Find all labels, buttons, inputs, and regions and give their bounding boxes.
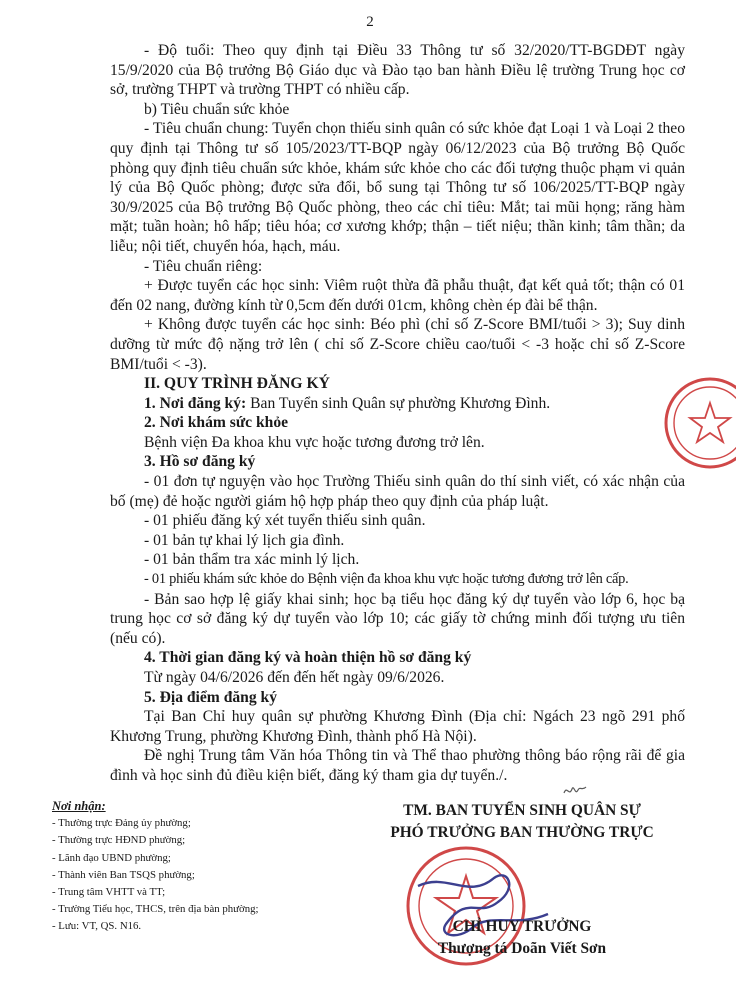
signature-line-1: TM. BAN TUYỂN SINH QUÂN SỰ [403, 802, 641, 819]
recipient-item: - Trung tâm VHTT và TT; [52, 886, 166, 899]
signature-block [352, 800, 692, 957]
paragraph-time: Từ ngày 04/6/2026 đến đến hết ngày 09/6/2026. [144, 669, 445, 686]
recipient-item: - Thành viên Ban TSQS phường; [52, 868, 195, 881]
paragraph-request: Đề nghị Trung tâm Văn hóa Thông tin và Thể thao phường thông báo rộng rãi để gia đình và học sinh đủ điều kiện biết, đăng ký tham gia dự tuyển./. [110, 747, 685, 784]
paragraph-accepted: + Được tuyển các học sinh: Viêm ruột thừa đã phẫu thuật, đạt kết quả tốt; thận có 01 đến 02 nang, đường kính từ 0,5cm đến dưới 01cm, không chèn ép đài bể thận. [110, 277, 685, 314]
recipient-item: - Thường trực HĐND phường; [52, 834, 186, 847]
subheading-health: b) Tiêu chuẩn sức khỏe [144, 100, 290, 118]
paragraph-hospital: Bệnh viện Đa khoa khu vực hoặc tương đương trở lên. [144, 433, 485, 451]
recipient-item: - Trường Tiểu học, THCS, trên địa bàn phường; [52, 903, 259, 916]
heading-location: 5. Địa điểm đăng ký [144, 688, 278, 706]
paragraph-general-health: - Tiêu chuẩn chung: Tuyển chọn thiếu sinh quân có sức khỏe đạt Loại 1 và Loại 2 theo quy định tại Thông tư số 105/2023/TT-BQP ngày 06/12/2023 của Bộ trưởng Bộ Quốc phòng quy định tiêu chuẩn sức khỏe, khám sức khỏe cho các đối tượng thuộc phạm vi quản lý của Bộ Quốc phòng; được sửa đổi, bổ sung tại Thông tư số 106/2025/TT-BQP ngày 30/9/2025 của Bộ trưởng Bộ Quốc phòng, theo các chỉ tiêu: Mắt; tai mũi họng; răng hàm mặt; tuần hoàn; hô hấp; tiêu hóa; cơ xương khớp; thận – tiết niệu; thần kinh; tâm thần; da liễu; nội tiết, chuyển hóa, hạch, máu. [110, 120, 685, 255]
heading-dossier: 3. Hồ sơ đăng ký [144, 453, 256, 471]
dossier-item: - 01 bản tự khai lý lịch gia đình. [144, 531, 345, 549]
paragraph-rejected: + Không được tuyển các học sinh: Béo phì (chỉ số Z-Score BMI/tuổi > 3); Suy dinh dưỡng từ mức độ nặng trở lên ( chỉ số Z-Score chiều cao/tuổi < -3 hoặc chỉ số Z-Score BMI/tuổi < -3). [110, 316, 685, 373]
signer-name: Thượng tá Doãn Viết Sơn [437, 940, 607, 957]
dossier-item: - 01 đơn tự nguyện vào học Trường Thiếu sinh quân do thí sinh viết, có xác nhận của bố (mẹ) đẻ hoặc người giám hộ hợp pháp theo quy định của pháp luật. [110, 473, 685, 510]
place-label: 1. Nơi đăng ký: [144, 394, 247, 412]
page-number: 2 [366, 14, 374, 30]
recipients-heading: Nơi nhận: [52, 799, 106, 813]
heading-time: 4. Thời gian đăng ký và hoàn thiện hồ sơ đăng ký [144, 649, 472, 667]
margin-seal-icon [660, 375, 736, 471]
recipient-item: - Thường trực Đảng ủy phường; [52, 817, 191, 830]
section-heading-registration: II. QUY TRÌNH ĐĂNG KÝ [144, 375, 330, 393]
paragraph-specific-label: - Tiêu chuẩn riêng: [144, 257, 263, 275]
paragraph-age: - Độ tuổi: Theo quy định tại Điều 33 Thông tư số 32/2020/TT-BGDĐT ngày 15/9/2020 của Bộ trưởng Bộ Giáo dục và Đào tạo ban hành Điều lệ trường Trung học cơ sở, trường THPT và trường THPT có nhiều cấp. [110, 42, 685, 99]
recipient-item: - Lãnh đạo UBND phường; [52, 851, 171, 864]
paragraph-place [110, 394, 685, 414]
place-text: Ban Tuyển sinh Quân sự phường Khương Đình. [246, 394, 551, 412]
recipient-item: - Lưu: VT, QS. N16. [52, 920, 142, 933]
paragraph-location: Tại Ban Chỉ huy quân sự phường Khương Đình (Địa chỉ: Ngách 23 ngõ 291 phố Khương Trung, phường Khương Đình, thành phố Hà Nội). [110, 708, 685, 745]
dossier-item: - 01 phiếu khám sức khỏe do Bệnh viện đa khoa khu vực hoặc tương đương trở lên cấp. [144, 571, 629, 588]
signature-line-2: PHÓ TRƯỞNG BAN THƯỜNG TRỰC [390, 824, 654, 841]
recipients-block [52, 798, 342, 936]
document-body [110, 41, 685, 786]
dossier-item: - 01 bản thẩm tra xác minh lý lịch. [144, 551, 360, 569]
signer-title: CHỈ HUY TRƯỞNG [452, 918, 592, 935]
dossier-item: - Bản sao hợp lệ giấy khai sinh; học bạ tiểu học đăng ký dự tuyển vào lớp 6, học bạ trung học cơ sở đăng ký dự tuyển vào lớp 10; các giấy tờ chứng minh đối tượng ưu tiên (nếu có). [110, 590, 685, 647]
heading-health-check: 2. Nơi khám sức khỏe [144, 414, 289, 432]
dossier-item: - 01 phiếu đăng ký xét tuyển thiếu sinh quân. [144, 512, 426, 530]
